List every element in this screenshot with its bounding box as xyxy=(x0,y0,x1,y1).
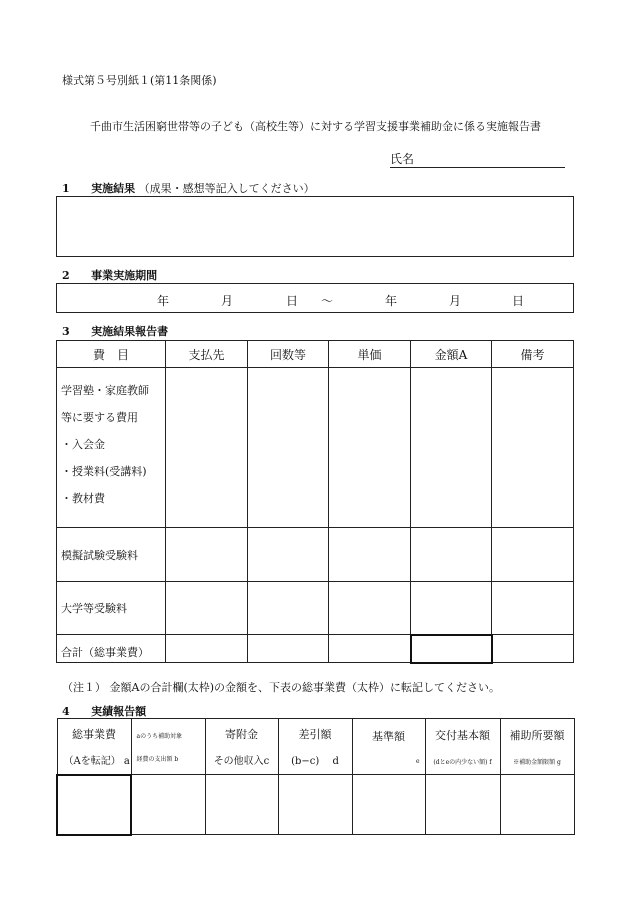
col-d-top: 差引額 xyxy=(298,728,332,741)
section2-number: 2 xyxy=(62,269,70,282)
report-header-row xyxy=(57,719,574,775)
row-mock-exam-label: 模擬試験受験料 xyxy=(57,528,166,582)
study-amount-cell[interactable] xyxy=(411,368,492,528)
col-d-bottom: (b−c) d xyxy=(291,756,339,767)
result-box[interactable] xyxy=(56,196,574,257)
row-university-exam-label: 大学等受験料 xyxy=(57,582,166,635)
period-day1: 日 xyxy=(286,294,299,308)
total-payee-cell xyxy=(166,635,248,663)
mock-payee-cell[interactable] xyxy=(166,528,248,582)
study-line: 等に要する費用 xyxy=(61,411,138,424)
mock-unit-price-cell[interactable] xyxy=(329,528,411,582)
section4-number: 4 xyxy=(62,705,70,718)
study-count-cell[interactable] xyxy=(248,368,329,528)
col-total-project-cost xyxy=(57,719,131,775)
value-c-cell[interactable] xyxy=(205,775,278,835)
value-e-cell[interactable] xyxy=(352,775,425,835)
header-payee: 支払先 xyxy=(166,341,248,368)
mock-remarks-cell[interactable] xyxy=(492,528,574,582)
page-title: 千曲市生活困窮世帯等の子ども（高校生等）に対する学習支援事業補助金に係る実施報告書 xyxy=(90,120,541,133)
univ-amount-cell[interactable] xyxy=(411,582,492,635)
univ-count-cell[interactable] xyxy=(248,582,329,635)
period-year1: 年 xyxy=(157,294,170,308)
study-line: 学習塾・家庭教師 xyxy=(61,384,149,397)
table-row xyxy=(57,368,574,528)
period-year2: 年 xyxy=(385,294,398,308)
study-line: ・入会金 xyxy=(61,438,105,451)
period-box[interactable] xyxy=(56,283,574,313)
form-id: 様式第５号別紙１(第11条関係) xyxy=(62,74,217,87)
period-tilde: 〜 xyxy=(321,294,334,308)
study-line: ・授業料(受講料) xyxy=(61,465,147,478)
col-a-bottom: （Aを転記） a xyxy=(63,755,130,767)
col-standard-amount xyxy=(352,719,425,775)
value-a-cell[interactable] xyxy=(57,775,131,835)
value-f-cell[interactable] xyxy=(425,775,500,835)
mock-amount-cell[interactable] xyxy=(411,528,492,582)
name-label: 氏名 xyxy=(390,152,415,166)
expense-header-row xyxy=(57,341,574,368)
total-remarks-cell xyxy=(492,635,574,663)
name-field[interactable] xyxy=(390,167,565,168)
row-study-label xyxy=(57,368,166,528)
col-c-bottom: その他収入c xyxy=(213,756,270,767)
section1-number: 1 xyxy=(62,182,70,195)
table-row xyxy=(57,528,574,582)
col-b-top: aのうち補助対象 xyxy=(136,732,183,740)
section4-title: 実績報告額 xyxy=(91,705,147,718)
note1: （注１） 金額Aの合計欄(太枠)の金額を、下表の総事業費（太枠）に転記してください。 xyxy=(62,681,501,694)
study-payee-cell[interactable] xyxy=(166,368,248,528)
study-line: ・教材費 xyxy=(61,492,105,505)
section1-heading xyxy=(62,180,315,196)
col-g-top: 補助所要額 xyxy=(509,729,565,742)
col-donation xyxy=(205,719,278,775)
table-row xyxy=(57,635,574,663)
report-value-row xyxy=(57,775,574,835)
value-b-cell[interactable] xyxy=(131,775,205,835)
col-basic-grant xyxy=(425,719,500,775)
value-g-cell[interactable] xyxy=(500,775,574,835)
row-total-label: 合計（総事業費） xyxy=(57,635,166,663)
period-month2: 月 xyxy=(449,294,462,308)
period-month1: 月 xyxy=(221,294,234,308)
total-unit-price-cell xyxy=(329,635,411,663)
col-f-bottom: (dとeの内少ない額) f xyxy=(433,759,492,766)
col-e-top: 基準額 xyxy=(372,730,405,743)
univ-remarks-cell[interactable] xyxy=(492,582,574,635)
section3-title: 実施結果報告書 xyxy=(91,325,169,338)
section4-heading xyxy=(62,703,146,719)
col-eligible-expense xyxy=(131,719,205,775)
section1-note: （成果・感想等記入してください） xyxy=(138,182,315,195)
header-remarks: 備考 xyxy=(492,341,574,368)
study-remarks-cell[interactable] xyxy=(492,368,574,528)
section2-title: 事業実施期間 xyxy=(91,269,158,282)
section2-heading xyxy=(62,267,157,283)
period-day2: 日 xyxy=(512,294,525,308)
mock-count-cell[interactable] xyxy=(248,528,329,582)
header-unit-price: 単価 xyxy=(329,341,411,368)
col-c-top: 寄附金 xyxy=(225,728,258,741)
header-item: 費 目 xyxy=(57,341,166,368)
col-required-subsidy xyxy=(500,719,574,775)
col-g-bottom: ※補助金額限額 g xyxy=(513,759,561,766)
col-difference xyxy=(278,719,352,775)
section3-heading xyxy=(62,323,168,339)
header-count: 回数等 xyxy=(248,341,329,368)
study-unit-price-cell[interactable] xyxy=(329,368,411,528)
total-amount-cell[interactable] xyxy=(411,635,492,663)
col-f-top: 交付基本額 xyxy=(435,729,490,742)
total-count-cell xyxy=(248,635,329,663)
table-row xyxy=(57,582,574,635)
report-amount-table xyxy=(56,718,575,836)
univ-payee-cell[interactable] xyxy=(166,582,248,635)
header-amount-a: 金額A xyxy=(411,341,492,368)
col-e-bottom: e xyxy=(415,758,420,765)
section3-number: 3 xyxy=(62,325,70,338)
expense-table xyxy=(56,340,574,664)
section1-title: 実施結果 xyxy=(91,182,136,195)
value-d-cell[interactable] xyxy=(278,775,352,835)
univ-unit-price-cell[interactable] xyxy=(329,582,411,635)
col-a-top: 総事業費 xyxy=(72,727,116,741)
col-b-bottom: 経費の支出額 b xyxy=(136,755,179,763)
